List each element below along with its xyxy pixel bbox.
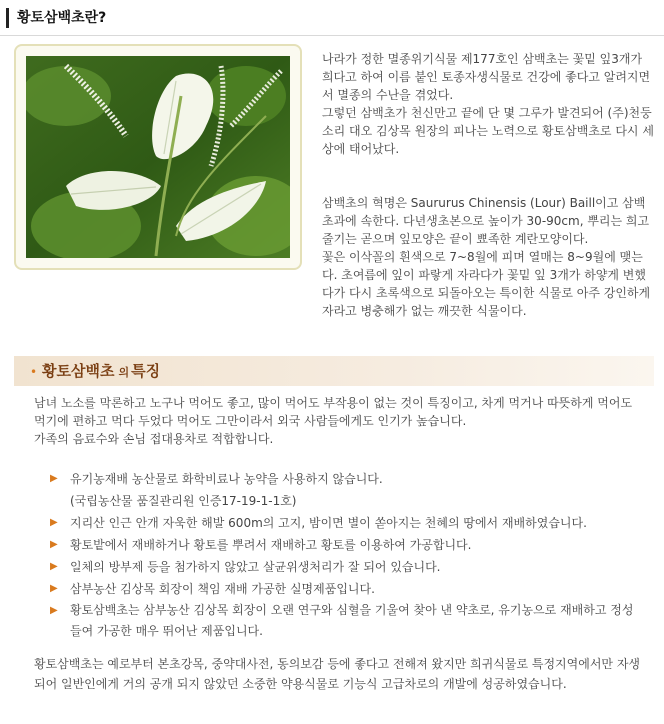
- triangle-bullet-icon: ▶: [50, 583, 58, 594]
- list-item-text: 삼부농산 김상목 회장이 책임 재배 가공한 실명제품입니다.: [70, 582, 375, 596]
- features-heading-particle: 의: [118, 366, 130, 379]
- title-divider: [0, 35, 664, 36]
- intro-paragraph: 삼백초의 혁명은 Saururus Chinensis (Lour) Baill이고 삼백초과에 속한다. 다년생초본으로 높이가 30-90cm, 뿌리는 희고 줄기는 곧으며 잎모양은 끝이 뾰족한 계란모양이다.: [322, 196, 650, 246]
- description-paragraph: 가족의 음료수와 손님 접대용차로 적합합니다.: [34, 432, 274, 446]
- list-item-text: 황토밭에서 재배하거나 황토를 뿌려서 재배하고 황토를 이용하여 가공합니다.: [70, 538, 472, 552]
- triangle-bullet-icon: ▶: [50, 561, 58, 572]
- description-paragraph: 남녀 노소를 막론하고 노구나 먹어도 좋고, 많이 먹어도 부작용이 없는 것이 특징이고, 차게 먹거나 따뜻하게 먹어도 먹기에 편하고 먹다 두었다 먹어도 그만이라서 외국 사람들에게도 인기가 높습니다.: [34, 396, 633, 428]
- list-item-text: 지리산 인근 안개 자욱한 해발 600m의 고지, 밤이면 별이 쏟아지는 천혜의 땅에서 재배하였습니다.: [70, 516, 587, 530]
- intro-paragraph: 꽃은 이삭꼴의 흰색으로 7~8월에 피며 열매는 8~9월에 맺는다. 초여름에 잎이 파랗게 자라다가 꽃밑 잎 3개가 하얗게 변했다가 다시 초록색으로 되돌아오는 특이한 식물로 아주 강인하게 자라고 병충해가 없는 깨끗한 식물이다.: [322, 250, 651, 318]
- intro-paragraph: 나라가 정한 멸종위기식물 제177호인 삼백초는 꽃밑 잎3개가 희다고 하여 이름 붙인 토종자생식물로 건강에 좋다고 알려지면서 멸종의 수난을 겪었다.: [322, 52, 651, 102]
- features-heading: [42, 361, 160, 383]
- list-item-text: 유기농재배 농산물로 화학비료나 농약을 사용하지 않습니다.: [70, 472, 383, 486]
- list-item-text: 황토삼백초는 삼부농산 김상목 회장이 오랜 연구와 심혈을 기울여 찾아 낸 약초로, 유기농으로 재배하고 정성들여 가공한 매우 뛰어난 제품입니다.: [70, 603, 634, 638]
- list-item: [50, 534, 644, 556]
- intro-text: [322, 50, 654, 320]
- closing-text: [34, 654, 640, 694]
- features-heading-rest: 특징: [131, 362, 161, 380]
- saururus-plant-photo: [26, 56, 290, 258]
- intro-paragraph: 그렇던 삼백초가 천신만고 끝에 단 몇 그루가 발견되어 (주)천둥소리 대오 김상목 원장의 피나는 노력으로 황토삼백초로 다시 세상에 태어났다.: [322, 106, 654, 156]
- list-item-note: (국립농산물 품질관리원 인증17-19-1-1호): [70, 494, 297, 508]
- features-section-header: [14, 356, 654, 386]
- triangle-bullet-icon: ▶: [50, 539, 58, 550]
- list-item: [50, 512, 644, 534]
- dot-icon: •: [30, 365, 38, 379]
- list-item: [50, 556, 644, 578]
- closing-paragraph: 황토삼백초는 예로부터 본초강목, 중약대사전, 동의보감 등에 좋다고 전해져 왔지만 희귀식물로 특정지역에서만 자생되어 일반인에게 거의 공개 되지 않았던 소중한 약용식물로 기능식 고급차로의 개발에 성공하였습니다.: [34, 657, 641, 691]
- list-item: [50, 468, 644, 512]
- list-item-text: 일체의 방부제 등을 첨가하지 않았고 살균위생처리가 잘 되어 있습니다.: [70, 560, 441, 574]
- page-title: 황토삼백초란?: [6, 8, 106, 28]
- list-item: [50, 600, 644, 642]
- features-heading-main: 황토삼백초: [42, 362, 115, 380]
- triangle-bullet-icon: ▶: [50, 605, 58, 616]
- plant-photo-frame: [14, 44, 302, 270]
- features-description: [34, 394, 640, 448]
- feature-list: [50, 468, 644, 642]
- list-item: [50, 578, 644, 600]
- triangle-bullet-icon: ▶: [50, 473, 58, 484]
- triangle-bullet-icon: ▶: [50, 517, 58, 528]
